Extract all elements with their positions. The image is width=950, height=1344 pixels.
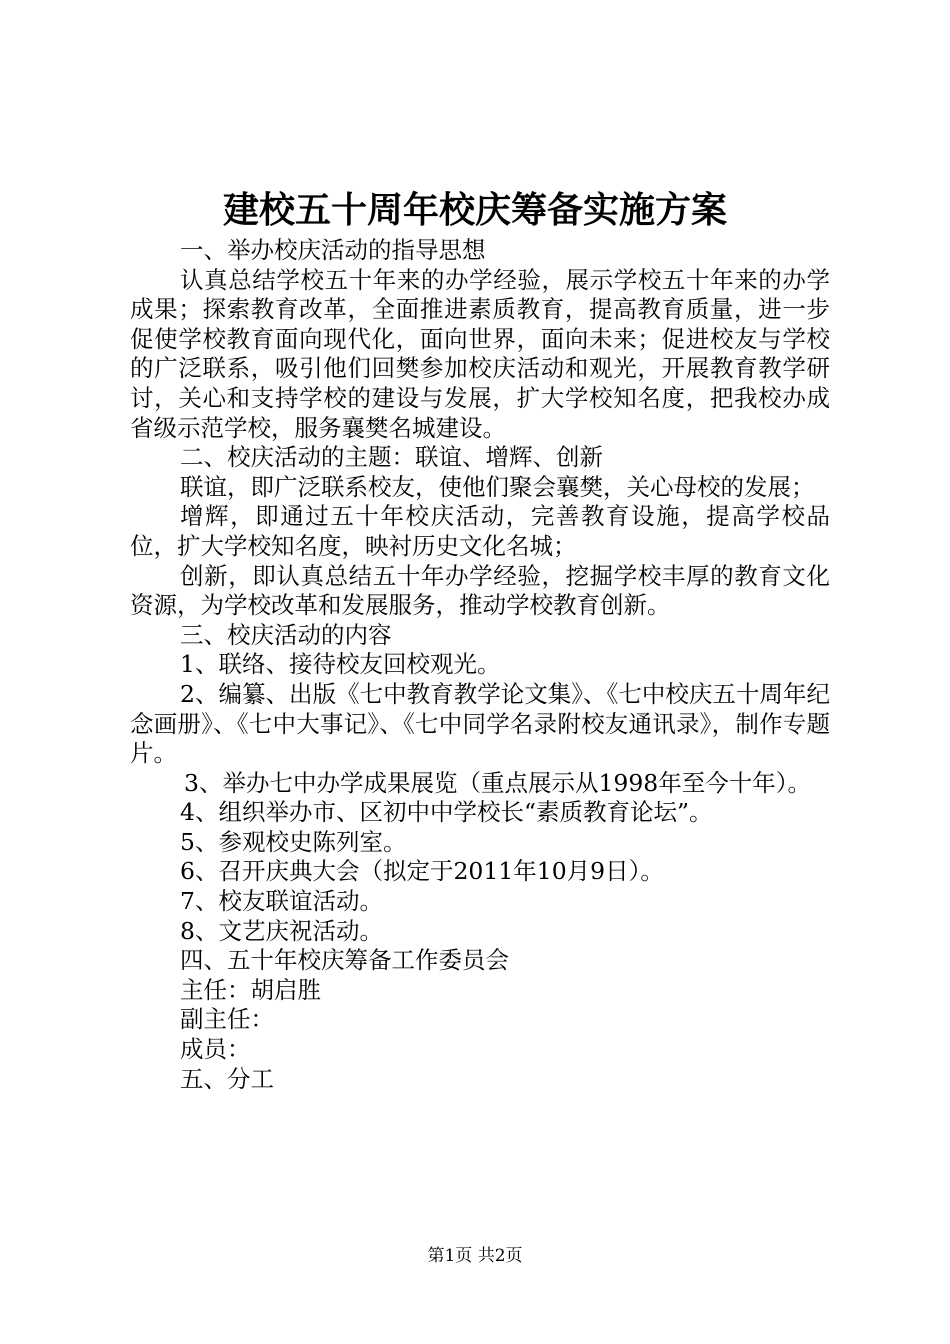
- list-item-3: 3、举办七中办学成果展览（重点展示从1998年至今十年）。: [184, 768, 812, 797]
- document-title: 建校五十周年校庆筹备实施方案: [222, 189, 727, 231]
- paragraph-friendship: 联谊，即广泛联系校友，使他们聚会襄樊，关心母校的发展；: [180, 472, 815, 501]
- committee-director: 主任：胡启胜: [180, 975, 321, 1004]
- paragraph-glory: 增辉，即通过五十年校庆活动，完善教育设施，提高学校品位，扩大学校知名度，映衬历史文化名城；: [130, 502, 830, 560]
- document-body: [130, 236, 830, 1094]
- list-item-8: 8、文艺庆祝活动。: [180, 916, 383, 945]
- list-item-5: 5、参观校史陈列室。: [180, 827, 407, 856]
- section-heading-5: 五、分工: [180, 1064, 274, 1093]
- list-item-6: 6、召开庆典大会（拟定于2011年10月9日）。: [180, 857, 664, 886]
- section-heading-1: 一、举办校庆活动的指导思想: [180, 236, 486, 264]
- paragraph-guiding-thought: 认真总结学校五十年来的办学经验，展示学校五十年来的办学成果；探索教育改革，全面推进素质教育，提高教育质量，进一步促使学校教育面向现代化，面向世界，面向未来；促进校友与学校的广泛联系，吸引他们回樊参加校庆活动和观光，开展教育教学研讨，关心和支持学校的建设与发展，扩大学校知名度，把我校办成省级示范学校，服务襄樊名城建设。: [130, 265, 830, 442]
- list-item-4: 4、组织举办市、区初中中学校长“素质教育论坛”。: [180, 798, 713, 827]
- section-heading-3: 三、校庆活动的内容: [180, 620, 392, 649]
- page-number: 第1页 共2页: [427, 1246, 523, 1266]
- list-item-1: 1、联络、接待校友回校观光。: [180, 650, 501, 679]
- paragraph-innovation: 创新，即认真总结五十年办学经验，挖掘学校丰厚的教育文化资源，为学校改革和发展服务，推动学校教育创新。: [130, 561, 830, 620]
- section-heading-4: 四、五十年校庆筹备工作委员会: [180, 946, 509, 975]
- list-item-7: 7、校友联谊活动。: [180, 887, 383, 916]
- committee-deputy-director: 副主任：: [180, 1005, 274, 1034]
- committee-members: 成员：: [180, 1035, 251, 1064]
- list-item-2: 2、编纂、出版《七中教育教学论文集》、《七中校庆五十周年纪念画册》、《七中大事记》、《七中同学名录附校友通讯录》，制作专题片。: [130, 679, 830, 768]
- section-heading-2: 二、校庆活动的主题：联谊、增辉、创新: [180, 443, 603, 472]
